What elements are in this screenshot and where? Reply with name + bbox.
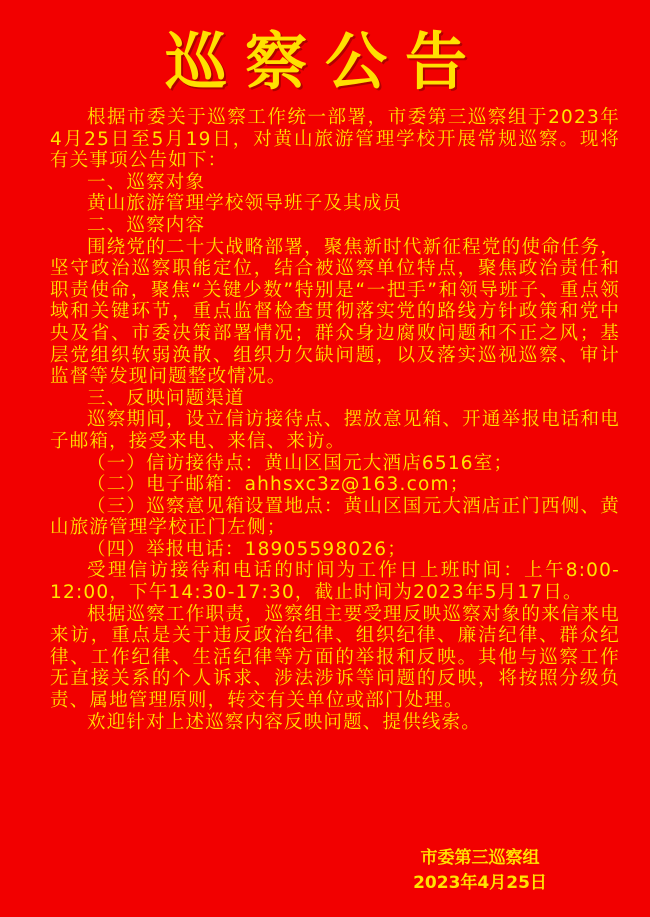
section-heading-target: 一、巡察对象: [87, 171, 206, 193]
notice-title: 巡察公告: [164, 25, 485, 98]
notice-body: [50, 107, 620, 733]
channels-paragraph: 巡察期间，设立信访接待点、摆放意见箱、开通举报电话和电子邮箱，接受来电、来信、来访。: [50, 409, 620, 452]
signature-date: 2023年4月25日: [413, 873, 547, 893]
channel-mailbox-location: （三）巡察意见箱设置地点：黄山区国元大酒店正门西侧、黄山旅游管理学校正门左侧；: [50, 495, 620, 539]
target-paragraph: 黄山旅游管理学校领导班子及其成员: [87, 193, 403, 215]
channel-email: （二）电子邮箱：ahhsxc3z@163.com；: [87, 474, 470, 496]
scope-paragraph: 根据巡察工作职责，巡察组主要受理反映巡察对象的来信来电来访，重点是关于违反政治纪律、组织纪律、廉洁纪律、群众纪律、工作纪律、生活纪律等方面的举报和反映。其他与巡察工作无直接关系的个人诉求、涉法涉诉等问题的反映，将按照分级负责、属地管理原则，转交有关单位或部门处理。: [50, 603, 620, 712]
channel-reception-point: （一）信访接待点：黄山区国元大酒店6516室；: [87, 452, 514, 474]
content-paragraph: 围绕党的二十大战略部署，聚焦新时代新征程党的使命任务，坚守政治巡察职能定位，结合被巡察单位特点，聚焦政治责任和职责使命，聚焦“关键少数”特别是“一把手”和领导班子、重点领域和关键环节，重点监督检查贯彻落实党的路线方针政策和党中央及省、市委决策部署情况；群众身边腐败问题和不正之风；基层党组织软弱涣散、组织力欠缺问题，以及落实巡视巡察、审计监督等发现问题整改情况。: [50, 236, 620, 388]
intro-paragraph: 根据市委关于巡察工作统一部署，市委第三巡察组于2023年4月25日至5月19日，对黄山旅游管理学校开展常规巡察。现将有关事项公告如下：: [50, 107, 620, 172]
section-heading-content: 二、巡察内容: [87, 214, 206, 236]
signature-org: 市委第三巡察组: [420, 848, 540, 868]
closing-paragraph: 欢迎针对上述巡察内容反映问题、提供线索。: [87, 711, 482, 733]
section-heading-channels: 三、反映问题渠道: [87, 387, 245, 409]
hours-paragraph: 受理信访接待和电话的时间为工作日上班时间：上午8:00-12:00，下午14:30-17:30，截止时间为2023年5月17日。: [50, 560, 620, 604]
channel-phone: （四）举报电话：18905598026；: [87, 538, 407, 560]
